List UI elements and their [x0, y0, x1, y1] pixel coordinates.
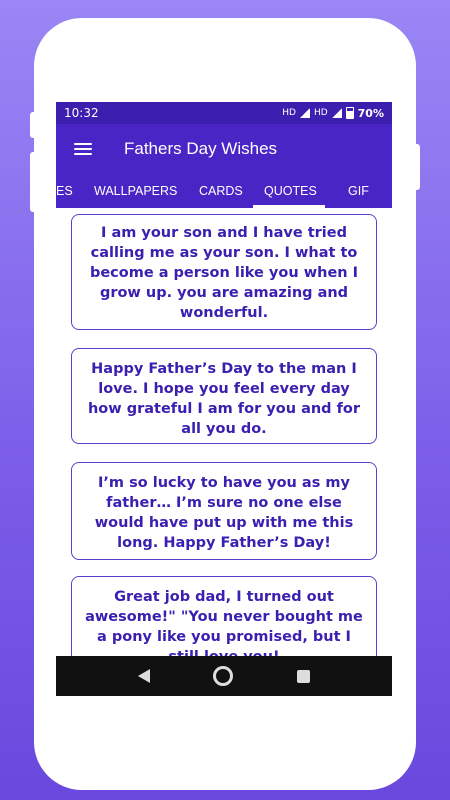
- battery-percent: 70%: [357, 106, 384, 120]
- app-title: Fathers Day Wishes: [124, 139, 278, 158]
- status-bar: [56, 102, 392, 124]
- tab-wallpapers[interactable]: WALLPAPERS: [94, 184, 178, 198]
- hamburger-menu-icon[interactable]: [74, 142, 92, 156]
- app-bar: [56, 124, 392, 174]
- quote-text: Happy Father’s Day to the man I love. I hope you feel every day how grateful I am for you and for all you do.: [87, 361, 361, 437]
- phone-screen: [56, 102, 392, 696]
- network-label: HD: [313, 108, 328, 118]
- tab-partial[interactable]: ES: [56, 184, 73, 198]
- quote-text: Great job dad, I turned out awesome!" "You never bought me a pony like you promised, but I: [85, 589, 363, 645]
- status-icons: [282, 107, 384, 120]
- tab-bar: [56, 174, 392, 208]
- system-nav-bar: [56, 656, 392, 696]
- tab-cards[interactable]: CARDS: [199, 184, 243, 198]
- quote-text: I am your son and I have tried calling me as your son. I what to become a person like you when I grow up. you are amazing and wonderful.: [89, 225, 359, 321]
- network-label: HD: [282, 108, 296, 118]
- home-icon[interactable]: [213, 666, 233, 686]
- tab-quotes[interactable]: QUOTES: [264, 184, 317, 198]
- signal-icon: [332, 108, 342, 118]
- status-time: 10:32: [64, 106, 99, 120]
- tab-gif[interactable]: GIF: [348, 184, 369, 198]
- signal-icon: [300, 108, 310, 118]
- quote-text: I’m so lucky to have you as my father… I’m sure no one else would have put up with me this long. Happy Father’s Day!: [94, 475, 354, 551]
- quotes-list[interactable]: [56, 208, 392, 656]
- quote-card[interactable]: [71, 348, 377, 444]
- back-icon[interactable]: [138, 669, 150, 683]
- quote-card[interactable]: [71, 214, 377, 330]
- quote-card[interactable]: [71, 462, 377, 560]
- battery-icon: [346, 107, 354, 119]
- recent-apps-icon[interactable]: [297, 670, 310, 683]
